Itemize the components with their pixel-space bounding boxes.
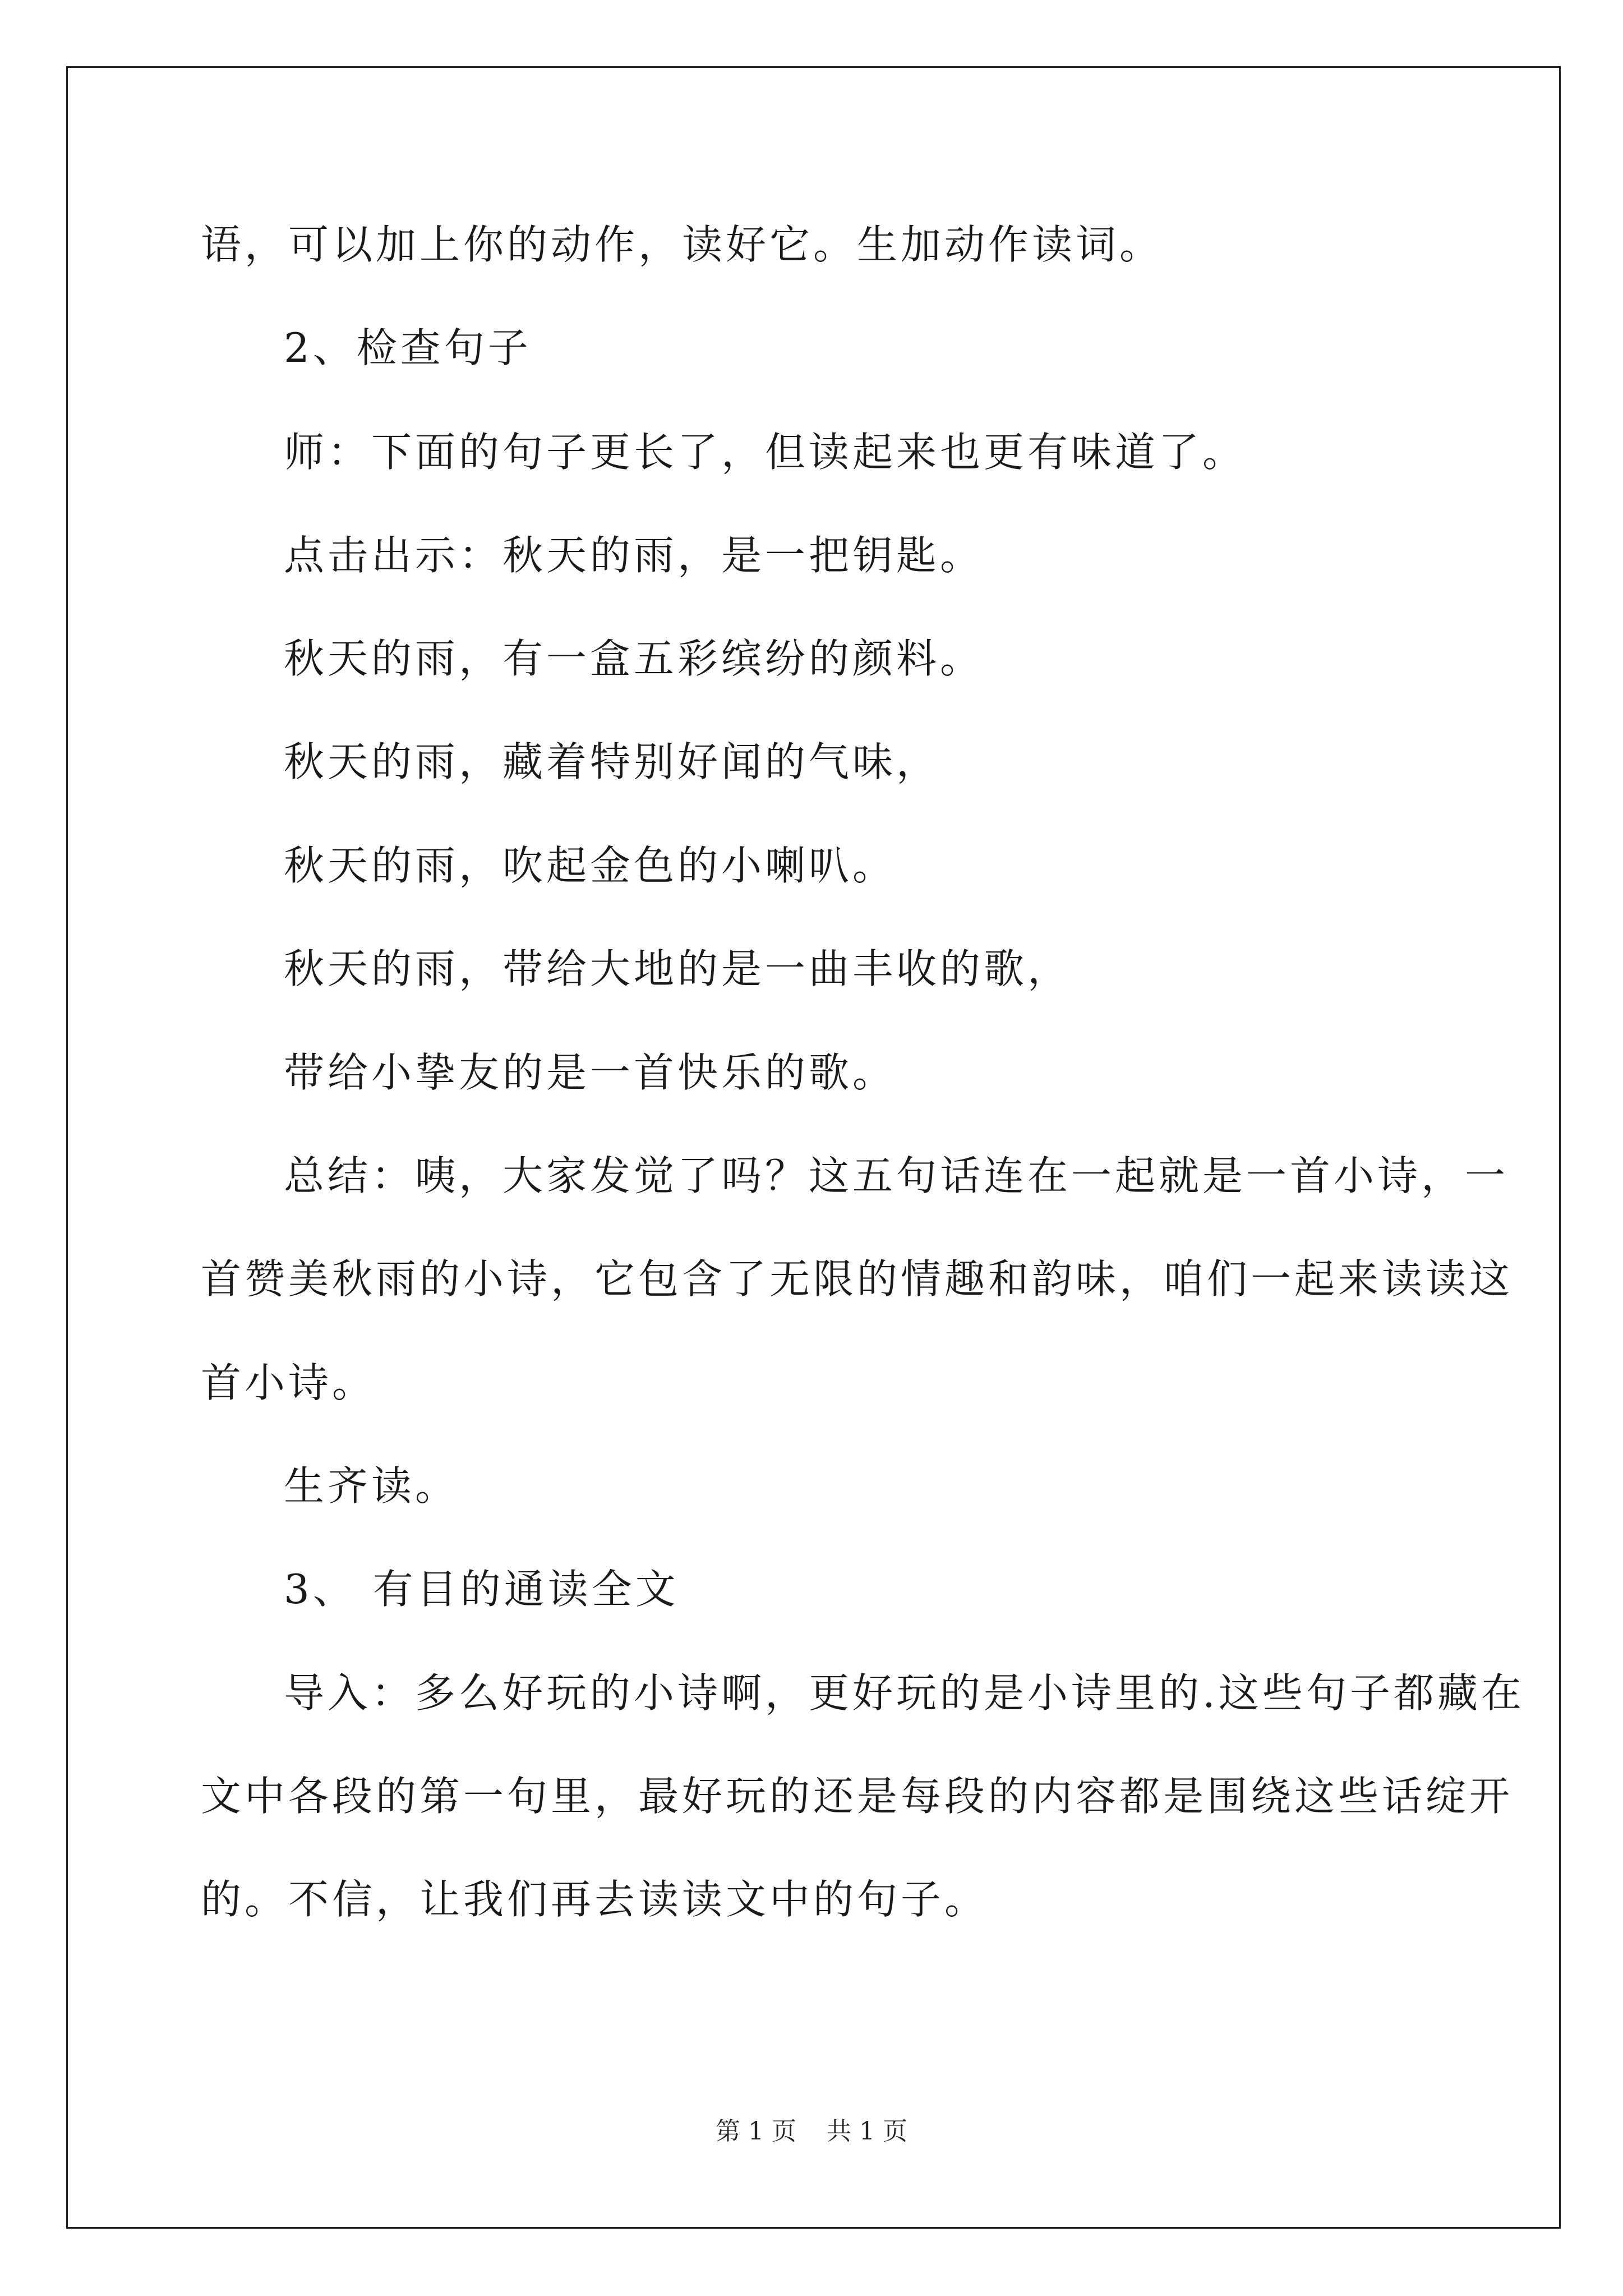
- text-line: 首赞美秋雨的小诗，它包含了无限的情趣和韵味，咱们一起来读读这: [201, 1255, 1514, 1303]
- text-line: 生齐读。: [284, 1462, 459, 1510]
- page-footer: [0, 2115, 1623, 2148]
- text-line: 秋天的雨，吹起金色的小喇叭。: [284, 842, 897, 889]
- page-number: 第 1 页: [716, 2117, 796, 2146]
- section-heading: 2、检查句子: [284, 324, 532, 371]
- text-line: 语，可以加上你的动作，读好它。生加动作读词。: [201, 221, 1164, 268]
- text-line: 文中各段的第一句里，最好玩的还是每段的内容都是围绕这些话绽开: [201, 1773, 1514, 1820]
- section-heading: 3、 有目的通读全文: [284, 1566, 679, 1613]
- text-line: 的。不信，让我们再去读读文中的句子。: [201, 1876, 989, 1923]
- text-line: 首小诗。: [201, 1359, 376, 1406]
- text-line: 秋天的雨，带给大地的是一曲丰收的歌，: [284, 945, 1072, 992]
- text-line: 导入：多么好玩的小诗啊，更好玩的是小诗里的.这些句子都藏在: [284, 1669, 1525, 1717]
- text-line: 秋天的雨，有一盒五彩缤纷的颜料。: [284, 635, 984, 682]
- page-total: 共 1 页: [827, 2117, 907, 2146]
- text-line: 点击出示：秋天的雨，是一把钥匙。: [284, 532, 984, 579]
- text-line: 带给小挚友的是一首快乐的歌。: [284, 1049, 897, 1096]
- text-line: 秋天的雨，藏着特别好闻的气味，: [284, 738, 940, 785]
- text-line: 师：下面的句子更长了，但读起来也更有味道了。: [284, 429, 1247, 476]
- text-line: 总结：咦，大家发觉了吗？这五句话连在一起就是一首小诗，一: [284, 1152, 1509, 1199]
